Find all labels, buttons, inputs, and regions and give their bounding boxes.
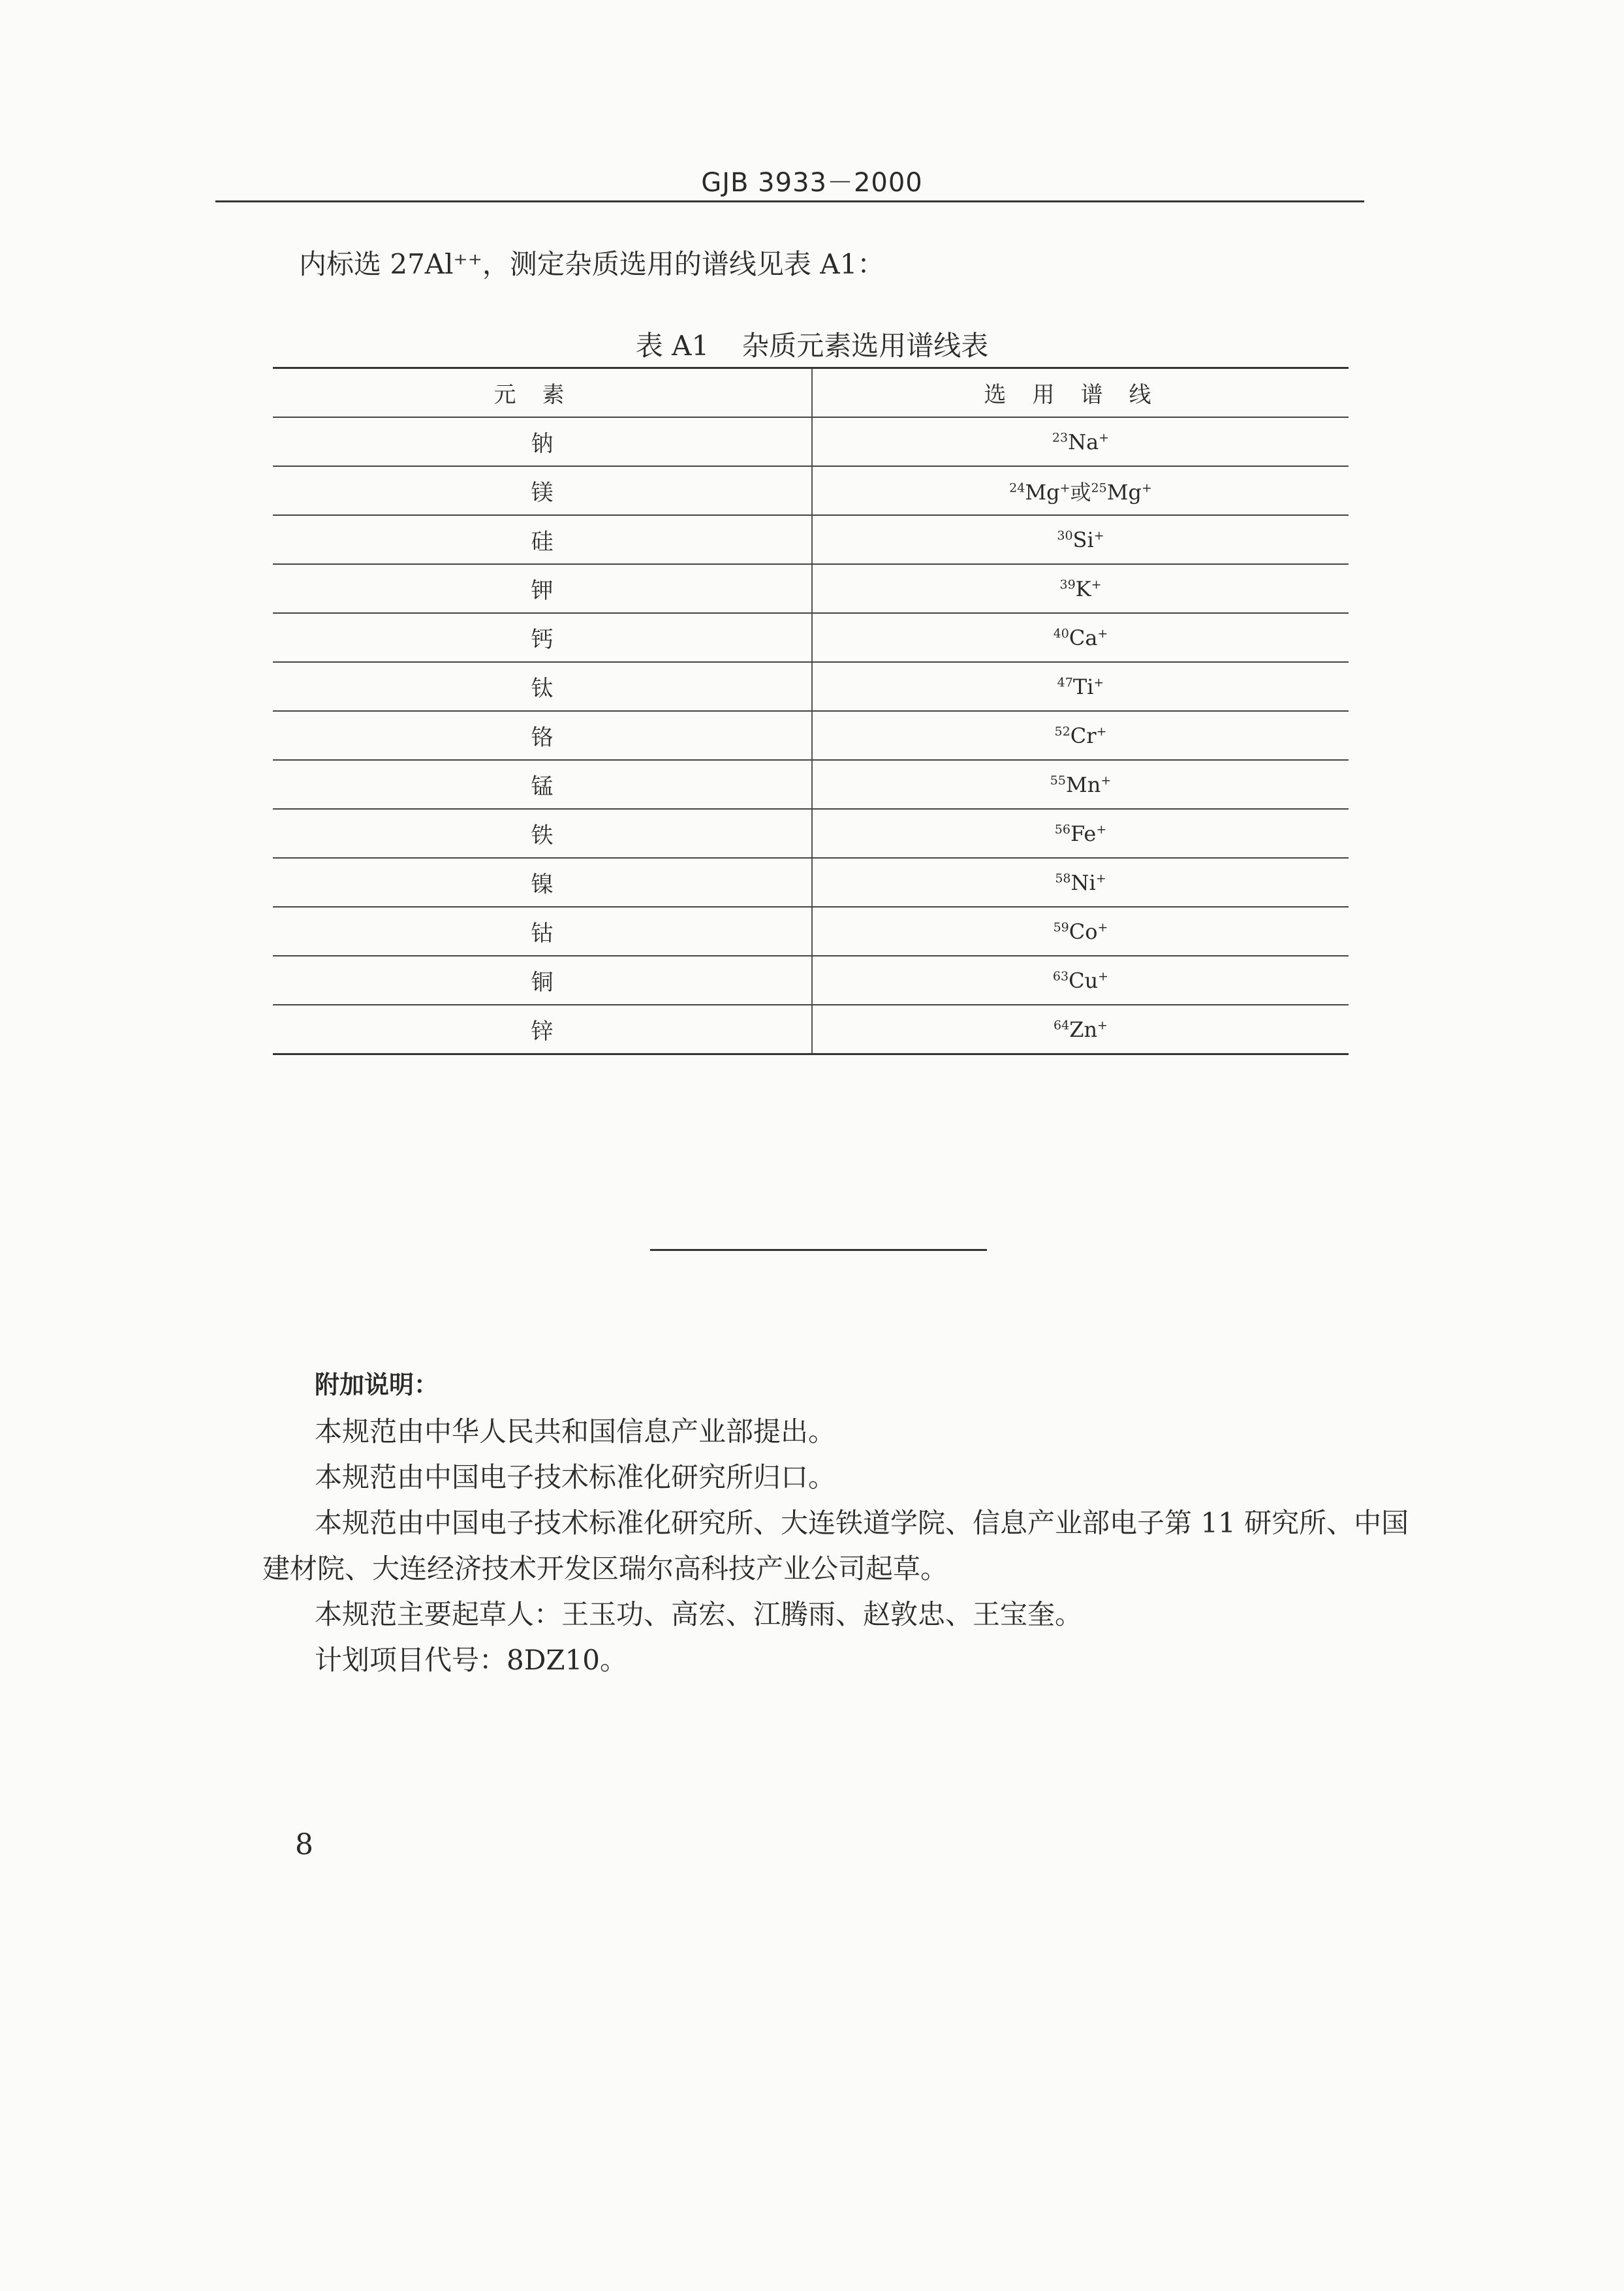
isotope-mass: 40 — [1053, 625, 1069, 640]
ion-symbol: Co — [1069, 919, 1098, 944]
isotope-mass: 24 — [1009, 480, 1025, 495]
table-row — [273, 809, 1349, 858]
spectral-line-cell — [812, 760, 1349, 809]
isotope-mass: 52 — [1054, 723, 1070, 738]
isotope-mass: 23 — [1052, 430, 1069, 445]
ion-charge: + — [1097, 1017, 1108, 1032]
end-rule — [650, 1249, 987, 1251]
spectral-line-cell — [812, 613, 1349, 662]
spectral-line-cell — [812, 907, 1349, 956]
table-caption: 杂质元素选用谱线表 — [742, 330, 989, 362]
note-line: 本规范由中国电子技术标准化研究所归口。 — [315, 1461, 836, 1493]
isotope-mass: 55 — [1050, 772, 1066, 787]
element-cell: 硅 — [273, 515, 812, 564]
ion-charge: + — [1097, 919, 1108, 934]
note-line: 本规范主要起草人：王玉功、高宏、江腾雨、赵敦忠、王宝奎。 — [315, 1598, 1083, 1630]
notes-heading: 附加说明： — [315, 1370, 439, 1399]
isotope-mass: 58 — [1055, 870, 1071, 885]
ion-charge: + — [1098, 968, 1109, 983]
ion-symbol: K — [1075, 576, 1091, 601]
table-row — [273, 564, 1349, 613]
ion-charge: + — [1059, 480, 1070, 495]
table-row — [273, 956, 1349, 1005]
element-cell: 钠 — [273, 417, 812, 466]
isotope-mass: 30 — [1057, 528, 1073, 543]
alternative-connector: 或 — [1070, 479, 1091, 505]
spectral-line-cell — [812, 466, 1349, 515]
ion-charge: + — [1099, 430, 1110, 445]
element-cell: 钙 — [273, 613, 812, 662]
table-row — [273, 515, 1349, 564]
table-body — [273, 417, 1349, 1054]
spectral-lines-table — [273, 367, 1349, 1055]
ion-symbol: Cu — [1069, 968, 1099, 993]
column-header-element: 元素 — [273, 368, 812, 418]
element-cell: 锌 — [273, 1005, 812, 1054]
table-row — [273, 907, 1349, 956]
ion-charge: + — [1093, 528, 1104, 543]
column-header-spectral-line: 选用谱线 — [812, 368, 1349, 418]
spectral-line-cell — [812, 956, 1349, 1005]
isotope-mass: 47 — [1057, 674, 1073, 689]
table-header-row — [273, 368, 1349, 418]
header-rule — [215, 200, 1364, 202]
ion-symbol: Ni — [1070, 870, 1096, 895]
ion-symbol: Ca — [1069, 625, 1098, 650]
ion-symbol: Zn — [1069, 1017, 1098, 1042]
note-line: 计划项目代号：8DZ10。 — [315, 1644, 628, 1676]
ion-symbol: Fe — [1070, 821, 1097, 846]
note-line: 本规范由中国电子技术标准化研究所、大连铁道学院、信息产业部电子第 11 研究所、中国 — [315, 1507, 1409, 1539]
table-row — [273, 760, 1349, 809]
note-line: 本规范由中华人民共和国信息产业部提出。 — [315, 1415, 836, 1447]
element-cell: 钛 — [273, 662, 812, 711]
isotope-mass: 39 — [1059, 577, 1076, 592]
isotope-mass: 56 — [1054, 821, 1070, 836]
spectral-line-cell — [812, 662, 1349, 711]
table-row — [273, 1005, 1349, 1054]
element-cell: 镁 — [273, 466, 812, 515]
ion-symbol: Cr — [1070, 723, 1097, 748]
element-cell: 钾 — [273, 564, 812, 613]
table-row — [273, 858, 1349, 907]
intro-paragraph: 内标选 27Al⁺⁺，测定杂质选用的谱线见表 A1： — [299, 248, 885, 280]
spectral-line-cell — [812, 417, 1349, 466]
table-row — [273, 466, 1349, 515]
ion-symbol: Na — [1068, 429, 1099, 454]
spectral-line-cell — [812, 564, 1349, 613]
spectral-line-cell — [812, 515, 1349, 564]
ion-symbol: Mg — [1025, 479, 1060, 505]
ion-charge: + — [1096, 821, 1107, 836]
ion-charge: + — [1097, 625, 1108, 640]
spectral-line-cell — [812, 1005, 1349, 1054]
spectral-line-cell — [812, 809, 1349, 858]
ion-charge: + — [1095, 870, 1106, 885]
spectral-line-cell — [812, 858, 1349, 907]
table-row — [273, 711, 1349, 760]
isotope-mass: 25 — [1091, 480, 1107, 495]
ion-charge: + — [1141, 480, 1152, 495]
element-cell: 钴 — [273, 907, 812, 956]
element-cell: 铬 — [273, 711, 812, 760]
ion-charge: + — [1093, 674, 1104, 689]
document-header-code: GJB 3933－2000 — [701, 168, 923, 198]
table-title — [0, 324, 1624, 364]
table-row — [273, 613, 1349, 662]
table-row — [273, 417, 1349, 466]
isotope-mass: 63 — [1052, 968, 1069, 983]
element-cell: 铁 — [273, 809, 812, 858]
page-number: 8 — [295, 1828, 313, 1861]
table-row — [273, 662, 1349, 711]
ion-charge: + — [1091, 577, 1102, 592]
isotope-mass: 64 — [1054, 1017, 1070, 1032]
element-cell: 镍 — [273, 858, 812, 907]
element-cell: 铜 — [273, 956, 812, 1005]
spectral-line-cell — [812, 711, 1349, 760]
element-cell: 锰 — [273, 760, 812, 809]
ion-symbol: Ti — [1072, 674, 1094, 699]
ion-charge: + — [1101, 772, 1112, 787]
ion-charge: + — [1096, 723, 1107, 738]
isotope-mass: 59 — [1053, 919, 1069, 934]
table-label: 表 A1 — [635, 330, 710, 362]
ion-symbol: Si — [1072, 527, 1094, 552]
ion-symbol: Mn — [1065, 772, 1101, 797]
note-line: 建材院、大连经济技术开发区瑞尔高科技产业公司起草。 — [262, 1553, 948, 1585]
ion-symbol: Mg — [1106, 479, 1142, 505]
